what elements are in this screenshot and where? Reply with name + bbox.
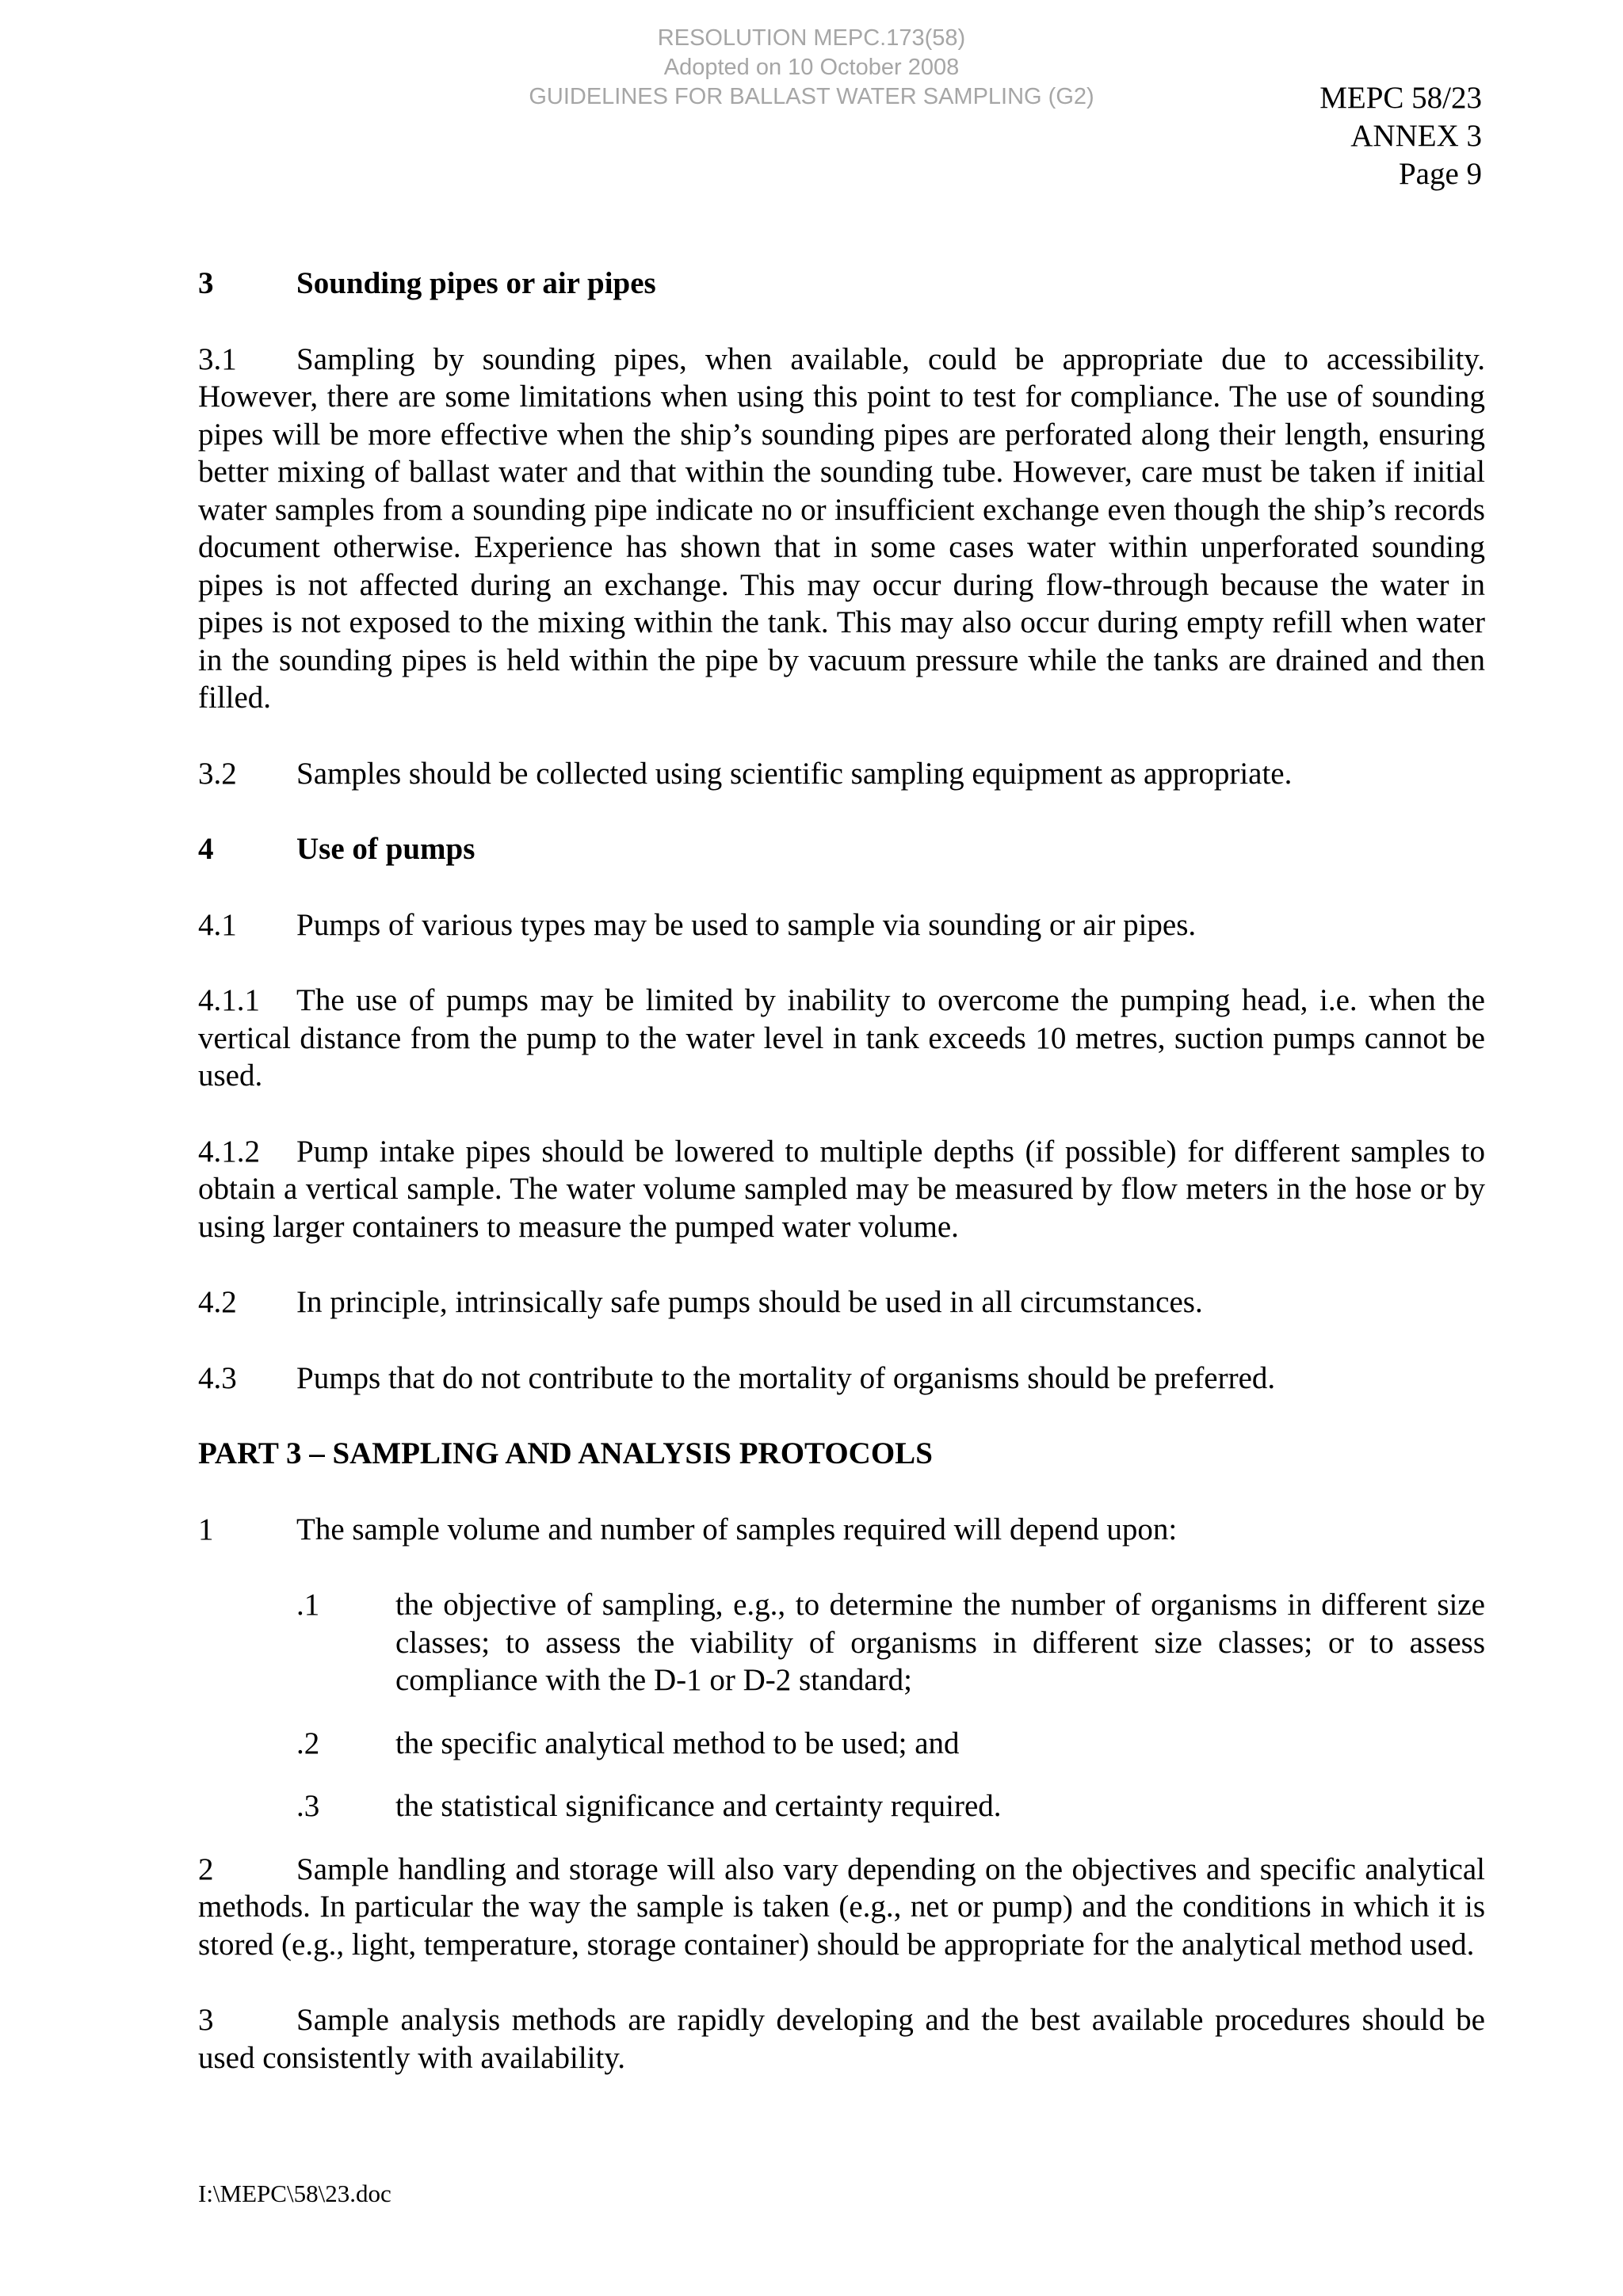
part3-paragraph-2: 2 Sample handling and storage will also vary depending on the objectives and specific analytical methods. In particular the way the sample is taken (e.g., net or pump) and the conditions in which it is stored (e.g., light, temperature, storage container) should be appropriate for the analytical method used.	[198, 1852, 1485, 1962]
paragraph-4-3: 4.3 Pumps that do not contribute to the mortality of organisms should be preferred.	[198, 1360, 1276, 1395]
paragraph-3-1: 3.1 Sampling by sounding pipes, when available, could be appropriate due to accessibility. However, there are some limitations when using this point to test for compliance. The use of sounding pipes will be more effective when the ship’s sounding pipes are perforated along their length, ensuring better mixing of ballast water and that within the sounding tube. However, care must be taken if initial water samples from a sounding pipe indicate no or insufficient exchange even though the ship’s records document otherwise. Experience has shown that in some cases water within unperforated sounding pipes is not affected during an exchange. This may occur during flow-through because the water in pipes is not exposed to the mixing within the tank. This may also occur during empty refill when water in the sounding pipes is held within the pipe by vacuum pressure while the tanks are drained and then filled.	[198, 341, 1485, 715]
part-3-heading: PART 3 – SAMPLING AND ANALYSIS PROTOCOLS	[198, 1436, 933, 1470]
page-header	[1319, 79, 1482, 193]
document-number: MEPC 58/23	[1319, 81, 1482, 115]
list-item: .1 the objective of sampling, e.g., to determine the number of organisms in different size classes; to assess the viability of organisms in different size classes; or to assess compliance with the D-1 or D-2 standard;	[296, 1588, 1485, 1697]
file-path-footer: I:\MEPC\58\23.doc	[198, 2180, 391, 2207]
paragraph-3-2: 3.2 Samples should be collected using scientific sampling equipment as appropriate.	[198, 756, 1293, 791]
sample-factors-list	[198, 1586, 1485, 1825]
list-item: .3 the statistical significance and certainty required.	[296, 1789, 1002, 1823]
part3-paragraph-1: 1 The sample volume and number of samples required will depend upon:	[198, 1512, 1178, 1547]
part3-paragraph-3: 3 Sample analysis methods are rapidly developing and the best available procedures should be used consistently with availability.	[198, 2003, 1485, 2075]
section-3-heading: 3 Sounding pipes or air pipes	[198, 266, 656, 300]
paragraph-4-1: 4.1 Pumps of various types may be used to sample via sounding or air pipes.	[198, 907, 1197, 942]
page-number: Page 9	[1398, 157, 1482, 191]
document-body	[198, 265, 1485, 2077]
list-item: .2 the specific analytical method to be used; and	[296, 1726, 960, 1760]
watermark-resolution-line: RESOLUTION MEPC.173(58)	[657, 25, 966, 51]
watermark-adopted-line: Adopted on 10 October 2008	[663, 55, 960, 80]
watermark-guidelines-line: GUIDELINES FOR BALLAST WATER SAMPLING (G2)	[529, 84, 1094, 109]
section-4-heading: 4 Use of pumps	[198, 832, 475, 866]
paragraph-4-1-1: 4.1.1 The use of pumps may be limited by inability to overcome the pumping head, i.e. when the vertical distance from the pump to the water level in tank exceeds 10 metres, suction pumps cannot be used.	[198, 983, 1485, 1093]
annex-label: ANNEX 3	[1350, 119, 1482, 153]
paragraph-4-1-2: 4.1.2 Pump intake pipes should be lowered to multiple depths (if possible) for different samples to obtain a vertical sample. The water volume sampled may be measured by flow meters in the hose or by using larger containers to measure the pumped water volume.	[198, 1134, 1485, 1244]
paragraph-4-2: 4.2 In principle, intrinsically safe pumps should be used in all circumstances.	[198, 1285, 1203, 1319]
